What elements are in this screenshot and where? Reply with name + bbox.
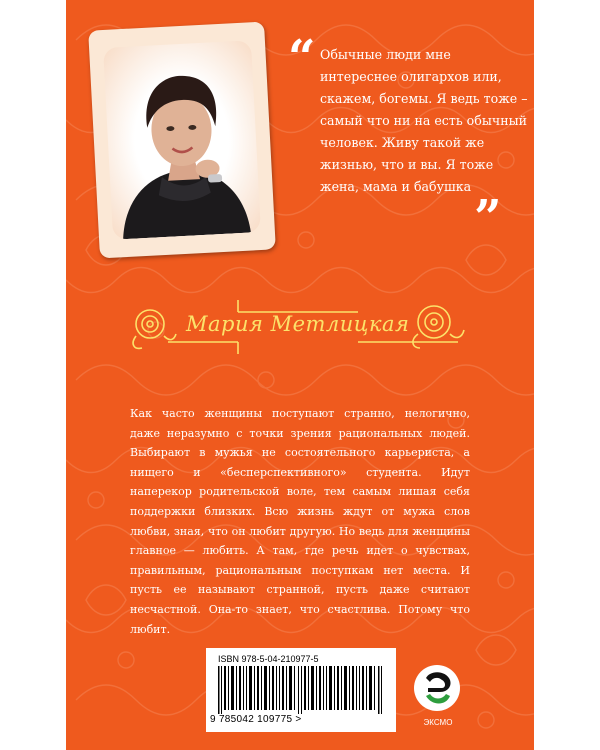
barcode-bars	[216, 666, 388, 714]
quote-text: Обычные люди мне интереснее олигархов или, скажем, богемы. Я ведь тоже – самый что ни на есть обычный человек. Живу такой же жизнью, что и вы. Я тоже жена, мама и бабушка	[320, 47, 528, 194]
barcode-label	[206, 648, 396, 732]
barcode-digits: 9 785042 109775 >	[210, 714, 302, 725]
author-photo	[103, 40, 261, 239]
open-quote-mark: “	[288, 30, 316, 86]
author-photo-frame	[88, 22, 276, 259]
eksmo-logo-icon	[412, 662, 462, 722]
book-back-cover	[66, 0, 534, 750]
book-description: Как часто женщины поступают странно, нелогично, даже неразумно с точки зрения рациональных людей. Выбирают в мужья не состоятельного карьериста, а нищего и «бесперспективного» студента. Идут наперекор родительской воле, тем самым лишая себя поддержки близких. Всю жизнь ждут от мужа слов любви, зная, что он любит другую. Но ведь для женщины главное — любить. А там, где речь идет о чувствах, правильным, рациональным поступкам нет места. И пусть ее называют странной, пусть даже считают несчастной. Она-то знает, что счастлива. Потому что любит.	[130, 407, 470, 636]
isbn-text: ISBN 978-5-04-210977-5	[218, 654, 319, 664]
publisher-name: ЭКСМО	[423, 718, 453, 727]
close-quote-mark: ”	[474, 190, 502, 246]
author-name: Мария Метлицкая	[186, 312, 410, 336]
